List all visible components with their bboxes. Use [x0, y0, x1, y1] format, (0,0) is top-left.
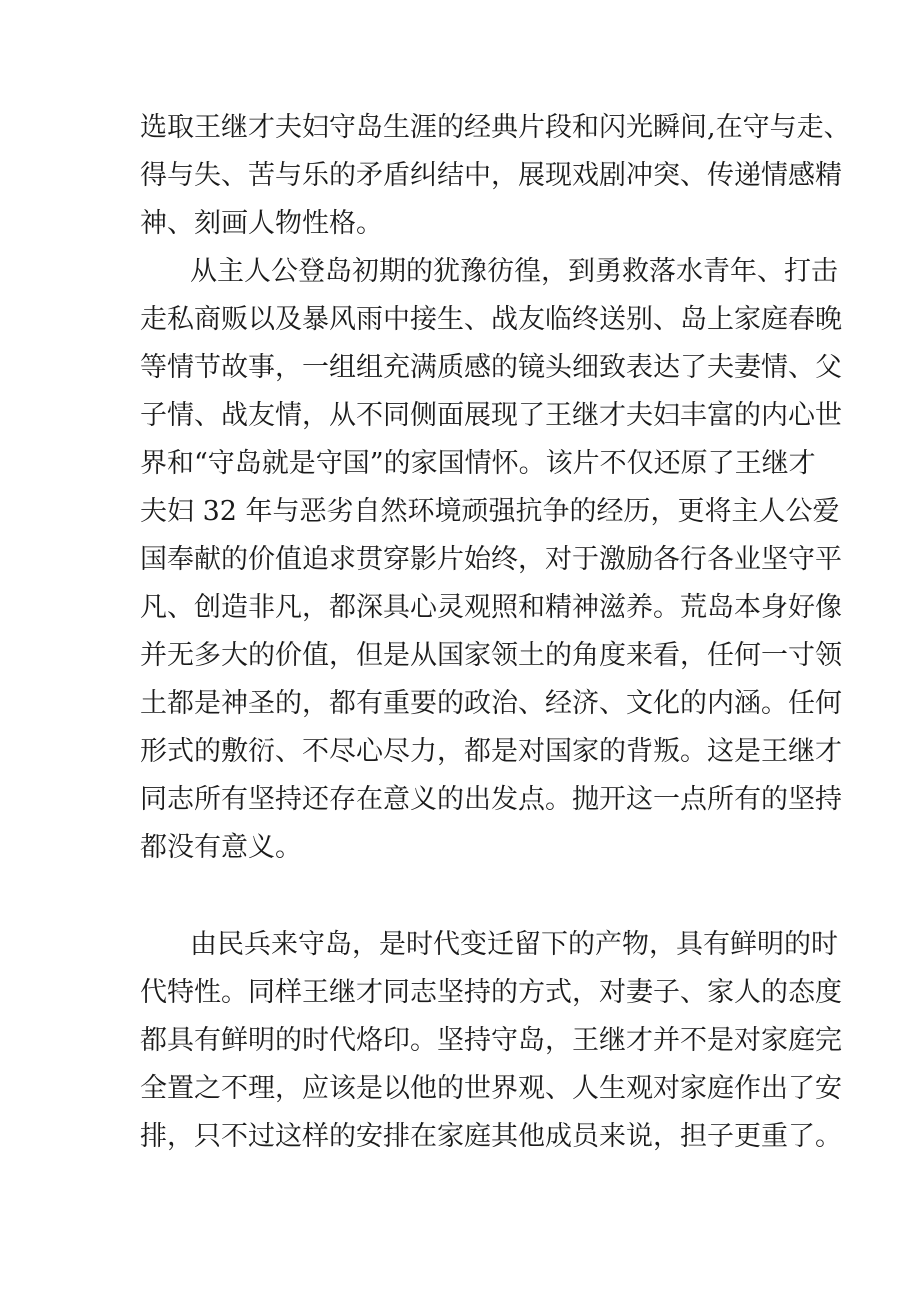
- text-line: 夫妇 32 年与恶劣自然环境顽强抗争的经历，更将主人公爱: [140, 496, 840, 527]
- text-line: 界和“守岛就是守国”的家国情怀。该片不仅还原了王继才: [140, 448, 816, 479]
- text-line: 从主人公登岛初期的犹豫彷徨，到勇救落水青年、打击: [190, 256, 838, 287]
- text-line: 都没有意义。: [140, 832, 302, 863]
- text-line: 排，只不过这样的安排在家庭其他成员来说，担子更重了。: [140, 1121, 842, 1152]
- text-line: 代特性。同样王继才同志坚持的方式，对妻子、家人的态度: [140, 977, 842, 1008]
- text-line: 形式的敷衍、不尽心尽力，都是对国家的背叛。这是王继才: [140, 736, 842, 767]
- text-line: 凡、创造非凡，都深具心灵观照和精神滋养。荒岛本身好像: [140, 592, 842, 623]
- text-line: 神、刻画人物性格。: [140, 208, 383, 239]
- text-line: 走私商贩以及暴风雨中接生、战友临终送别、岛上家庭春晚: [140, 304, 842, 335]
- text-line: 由民兵来守岛，是时代变迁留下的产物，具有鲜明的时: [190, 929, 838, 960]
- text-line: 土都是神圣的，都有重要的政治、经济、文化的内涵。任何: [140, 688, 842, 719]
- text-line: 并无多大的价值，但是从国家领土的角度来看，任何一寸领: [140, 640, 842, 671]
- text-line: 选取王继才夫妇守岛生涯的经典片段和闪光瞬间,在守与走、: [140, 112, 851, 143]
- text-line: 全置之不理，应该是以他的世界观、人生观对家庭作出了安: [140, 1073, 842, 1104]
- text-line: 等情节故事，一组组充满质感的镜头细致表达了夫妻情、父: [140, 352, 842, 383]
- text-line: 国奉献的价值追求贯穿影片始终，对于激励各行各业坚守平: [140, 544, 842, 575]
- text-line: 子情、战友情，从不同侧面展现了王继才夫妇丰富的内心世: [140, 400, 842, 431]
- text-line: 得与失、苦与乐的矛盾纠结中，展现戏剧冲突、传递情感精: [140, 160, 842, 191]
- text-line: 都具有鲜明的时代烙印。坚持守岛，王继才并不是对家庭完: [140, 1025, 842, 1056]
- text-line: 同志所有坚持还存在意义的出发点。抛开这一点所有的坚持: [140, 784, 842, 815]
